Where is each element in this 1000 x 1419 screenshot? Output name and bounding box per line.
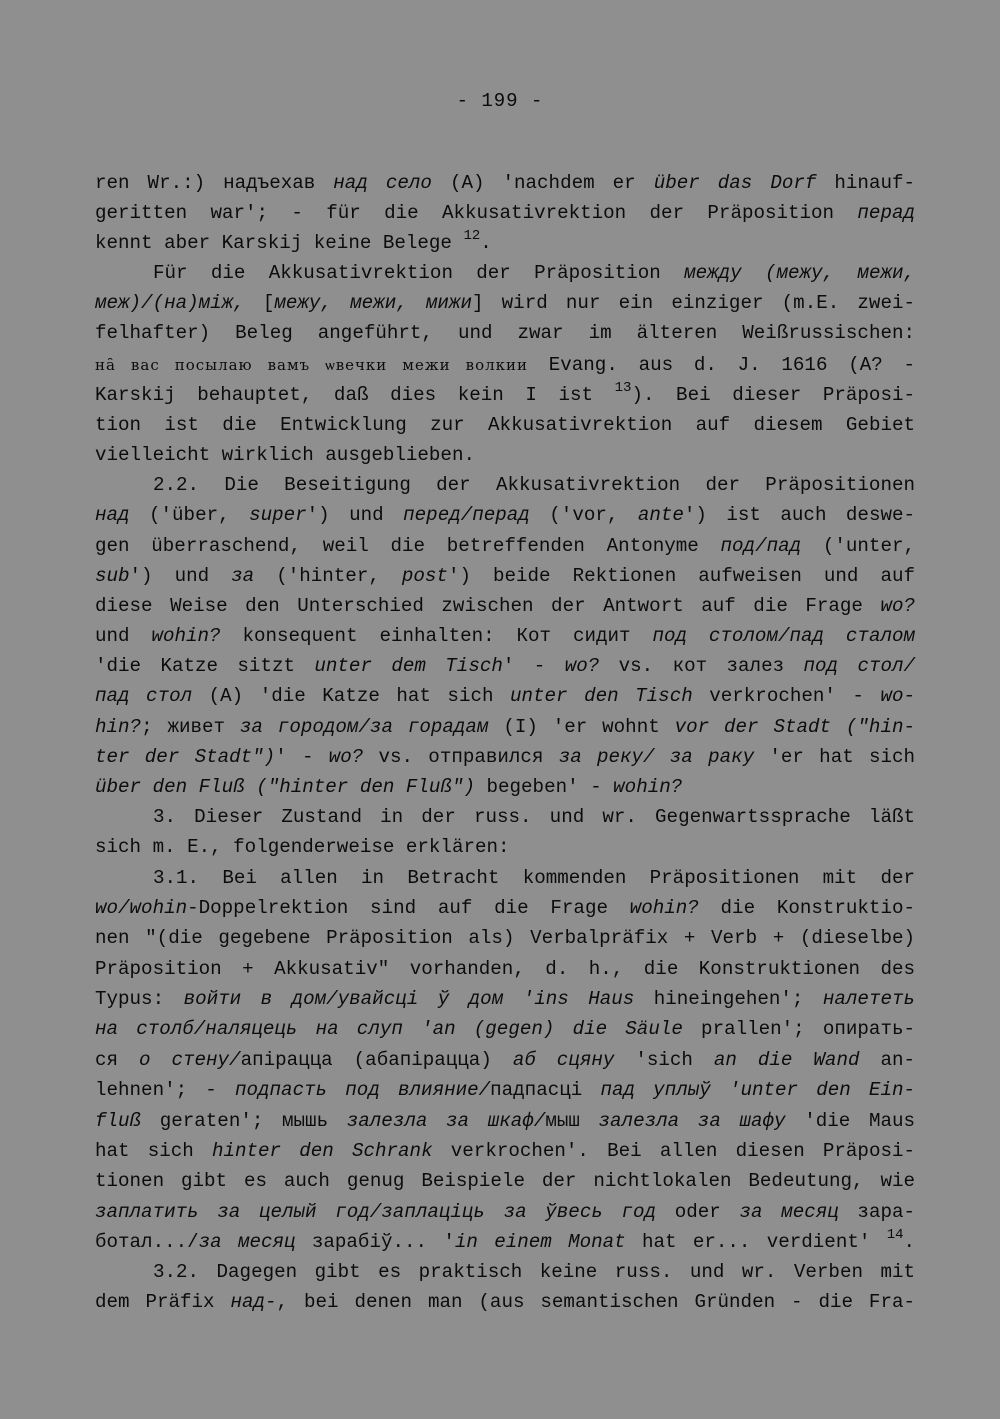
italic-run: unter den Tisch <box>510 685 693 707</box>
text-run: vs. кот залез <box>599 655 804 677</box>
text-run: 'sich <box>614 1049 714 1071</box>
italic-run: над село <box>333 172 432 194</box>
old-script-quote: на̑ вас посылаю вамъ ѡвечки межи волкии <box>95 356 529 374</box>
text-run: Karskij behauptet, daß dies kein I ist <box>95 384 615 406</box>
text-line <box>153 802 915 832</box>
italic-run: под столом/пад сталом <box>652 625 916 647</box>
text-line <box>95 1287 915 1317</box>
footnote-ref: 12 <box>463 228 481 244</box>
text-run: und <box>95 625 152 647</box>
text-run: 2.2. Die Beseitigung der Akkusativrektion der Präpositionen <box>153 474 915 496</box>
italic-run: за месяц <box>739 1201 839 1223</box>
text-run: hat sich <box>95 1140 212 1162</box>
italic-run: за реку/ за раку <box>558 746 755 768</box>
text-line <box>95 1166 915 1196</box>
text-run: 'die Katze sitzt <box>95 655 315 677</box>
text-run: ('hinter, <box>254 565 402 587</box>
text-run: ; живет <box>141 716 240 738</box>
text-line <box>95 1106 915 1136</box>
text-run: [ <box>244 292 275 314</box>
italic-run: за месяц <box>198 1231 296 1253</box>
text-run: падпасці <box>490 1079 601 1101</box>
text-line <box>95 1136 915 1166</box>
italic-run: über das Dorf <box>653 172 817 194</box>
text-run: kennt aber Karskij keine Belege <box>95 232 464 254</box>
text-run: hinauf- <box>816 172 916 194</box>
text-run: geraten'; мышь <box>141 1110 347 1132</box>
text-line <box>95 621 915 651</box>
text-run: ' - <box>502 655 565 677</box>
footnote-ref: 14 <box>886 1227 904 1243</box>
text-run: -Doppelrektion sind auf die Frage <box>187 897 630 919</box>
text-run: ') ist auch deswe- <box>683 504 915 526</box>
text-line <box>95 318 915 348</box>
text-run: 'die Maus <box>785 1110 916 1132</box>
italic-run: пад уплыў 'unter den Ein- <box>600 1079 915 1101</box>
text-run: . <box>480 232 492 254</box>
italic-run: налететь <box>822 988 916 1010</box>
italic-run: на столб/наляцець на слуп 'an (gegen) die Säule <box>95 1018 683 1040</box>
text-line <box>95 1197 915 1227</box>
text-line <box>95 1227 915 1257</box>
text-line <box>95 651 915 681</box>
text-run: verkrochen' - <box>692 685 881 707</box>
text-run: (A) 'die Katze hat sich <box>192 685 510 707</box>
italic-run: заплатить за целый год/заплаціць за ўвесь год <box>95 1201 657 1223</box>
text-run: lehnen'; - <box>95 1079 235 1101</box>
text-line <box>95 772 915 802</box>
italic-run: над <box>95 504 130 526</box>
text-run: hat er... verdient' <box>625 1231 887 1253</box>
text-run: Für die Akkusativrektion der Präposition <box>153 262 685 284</box>
text-line <box>95 1075 915 1105</box>
italic-run: ter der Stadt") <box>95 746 276 768</box>
italic-run: между (межу, межи, <box>684 262 915 284</box>
italic-run: in einem Monat <box>454 1231 626 1253</box>
text-run: ('über, <box>129 504 250 526</box>
italic-run: над- <box>230 1291 277 1313</box>
text-run: Evang. aus d. J. 1616 (A? - <box>528 354 915 376</box>
italic-run: super <box>249 504 307 526</box>
italic-run: fluß <box>95 1110 142 1132</box>
text-line <box>95 1014 915 1044</box>
text-run: die Konstruktio- <box>698 897 915 919</box>
text-run: апірацца (абапірацца) <box>240 1049 513 1071</box>
text-run: ся <box>95 1049 139 1071</box>
text-run: ботал.../ <box>95 1231 199 1253</box>
text-line <box>95 410 915 440</box>
text-run: 3.2. Dagegen gibt es praktisch keine russ. und wr. Verben mit <box>153 1261 915 1283</box>
text-line <box>95 380 915 410</box>
text-line <box>95 168 915 198</box>
text-run: felhafter) Beleg angeführt, und zwar im älteren Weißrussischen: <box>95 322 915 344</box>
text-line <box>95 350 915 380</box>
text-run: prallen'; опирать- <box>682 1018 915 1040</box>
italic-run: wo- <box>880 685 916 707</box>
text-line <box>95 984 915 1014</box>
italic-run: über den Fluß ("hinter den Fluß") <box>95 776 475 798</box>
text-line <box>95 228 915 258</box>
italic-run: ante <box>637 504 684 526</box>
italic-run: wo/wohin <box>95 897 188 919</box>
text-run: ') beide Rektionen aufweisen und auf <box>447 565 915 587</box>
text-run: dem Präfix <box>95 1291 231 1313</box>
italic-run: wohin? <box>629 897 699 919</box>
italic-run: о стену/ <box>139 1049 241 1071</box>
text-line <box>153 863 915 893</box>
italic-run: войти в дом/увайсці ў дом 'ins Haus <box>183 988 635 1010</box>
text-line <box>95 591 915 621</box>
text-run: geritten war'; - für die Akkusativrektion der Präposition <box>95 202 858 224</box>
text-line <box>95 531 915 561</box>
italic-run: за городом/за горадам <box>239 716 489 738</box>
text-run: зарабіў... ' <box>295 1231 455 1253</box>
text-run: ] wird nur ein einziger (m.E. zwei- <box>471 292 915 314</box>
text-run: tion ist die Entwicklung zur Akkusativrektion auf diesem Gebiet <box>95 414 915 436</box>
text-line <box>95 1045 915 1075</box>
italic-run: hinter den Schrank <box>211 1140 433 1162</box>
italic-run: sub <box>95 565 130 587</box>
text-run: nen "(die gegebene Präposition als) Verbalpräfix + Verb + (dieselbe) <box>95 927 915 949</box>
text-line <box>153 470 915 500</box>
text-line <box>95 288 915 318</box>
text-line <box>95 893 915 923</box>
text-run: мыш <box>545 1110 599 1132</box>
footnote-ref: 13 <box>614 380 632 396</box>
italic-run: за <box>231 565 255 587</box>
italic-run: wo? <box>880 595 915 617</box>
italic-run: wohin? <box>613 776 683 798</box>
italic-run: залезла за шкаф/ <box>346 1110 546 1132</box>
text-line <box>95 500 915 530</box>
text-run: sich m. E., folgenderweise erklären: <box>95 836 510 858</box>
italic-run: залезла за шафу <box>598 1110 786 1132</box>
text-line <box>153 1257 915 1287</box>
text-run: gen überraschend, weil die betreffenden Antonyme <box>95 535 721 557</box>
text-run: ('unter, <box>801 535 915 557</box>
text-run: . <box>903 1231 916 1253</box>
text-line <box>95 198 915 228</box>
text-run: ren Wr.:) надъехав <box>95 172 334 194</box>
text-run: ') und <box>129 565 232 587</box>
text-run: begeben' - <box>474 776 614 798</box>
text-run: tionen gibt es auch genug Beispiele der nichtlokalen Bedeutung, wie <box>95 1170 915 1192</box>
text-run: verkrochen'. Bei allen diesen Präposi- <box>432 1140 916 1162</box>
italic-run: wo? <box>564 655 600 677</box>
text-line <box>95 954 915 984</box>
text-line <box>95 561 915 591</box>
text-run: 3.1. Bei allen in Betracht kommenden Präpositionen mit der <box>153 867 915 889</box>
italic-run: перед/перад <box>403 504 530 526</box>
italic-run: перад <box>857 202 915 224</box>
italic-run: подпасть под влияние/ <box>235 1079 491 1101</box>
italic-run: меж)/(на)між, <box>95 292 245 314</box>
text-run: Typus: <box>95 988 184 1010</box>
text-run: vs. отправился <box>363 746 559 768</box>
text-line <box>153 258 915 288</box>
italic-run: wo? <box>328 746 364 768</box>
text-run: зара- <box>838 1201 916 1223</box>
italic-run: post <box>401 565 448 587</box>
text-line <box>95 742 915 772</box>
text-run: ). Bei dieser Präposi- <box>631 384 915 406</box>
italic-run: an die Wand <box>713 1049 860 1071</box>
italic-run: unter dem Tisch <box>314 655 503 677</box>
text-run: (A) 'nachdem er <box>431 172 654 194</box>
italic-run: пад стол <box>95 685 193 707</box>
text-run: an- <box>859 1049 915 1071</box>
text-run: oder <box>656 1201 740 1223</box>
text-run: Präposition + Akkusativ" vorhanden, d. h., die Konstruktionen des <box>95 958 915 980</box>
text-run: 'er hat sich <box>754 746 916 768</box>
text-run: 3. Dieser Zustand in der russ. und wr. Gegenwartssprache läßt <box>153 806 915 828</box>
page-number: - 199 - <box>456 90 544 112</box>
italic-run: под/пад <box>720 535 802 557</box>
text-line <box>95 440 915 470</box>
text-run: konsequent einhalten: Кот сидит <box>220 625 653 647</box>
text-run: hineingehen'; <box>634 988 823 1010</box>
italic-run: wohin? <box>151 625 221 647</box>
italic-run: аб сцяну <box>512 1049 615 1071</box>
italic-run: hin? <box>95 716 142 738</box>
text-line <box>95 712 915 742</box>
text-line <box>95 832 915 862</box>
text-run: vielleicht wirklich ausgeblieben. <box>95 444 475 466</box>
text-line <box>95 923 915 953</box>
text-line <box>95 681 915 711</box>
text-run: ') und <box>306 504 404 526</box>
text-run: ' - <box>275 746 329 768</box>
italic-run: межу, межи, мижи <box>274 292 472 314</box>
text-run: diese Weise den Unterschied zwischen der Antwort auf die Frage <box>95 595 881 617</box>
text-run: ('vor, <box>529 504 638 526</box>
text-run: , bei denen man (aus semantischen Gründen - die Fra- <box>276 1291 915 1313</box>
text-run: (I) 'er wohnt <box>488 716 675 738</box>
italic-run: vor der Stadt ("hin- <box>674 716 915 738</box>
italic-run: под стол/ <box>803 655 916 677</box>
